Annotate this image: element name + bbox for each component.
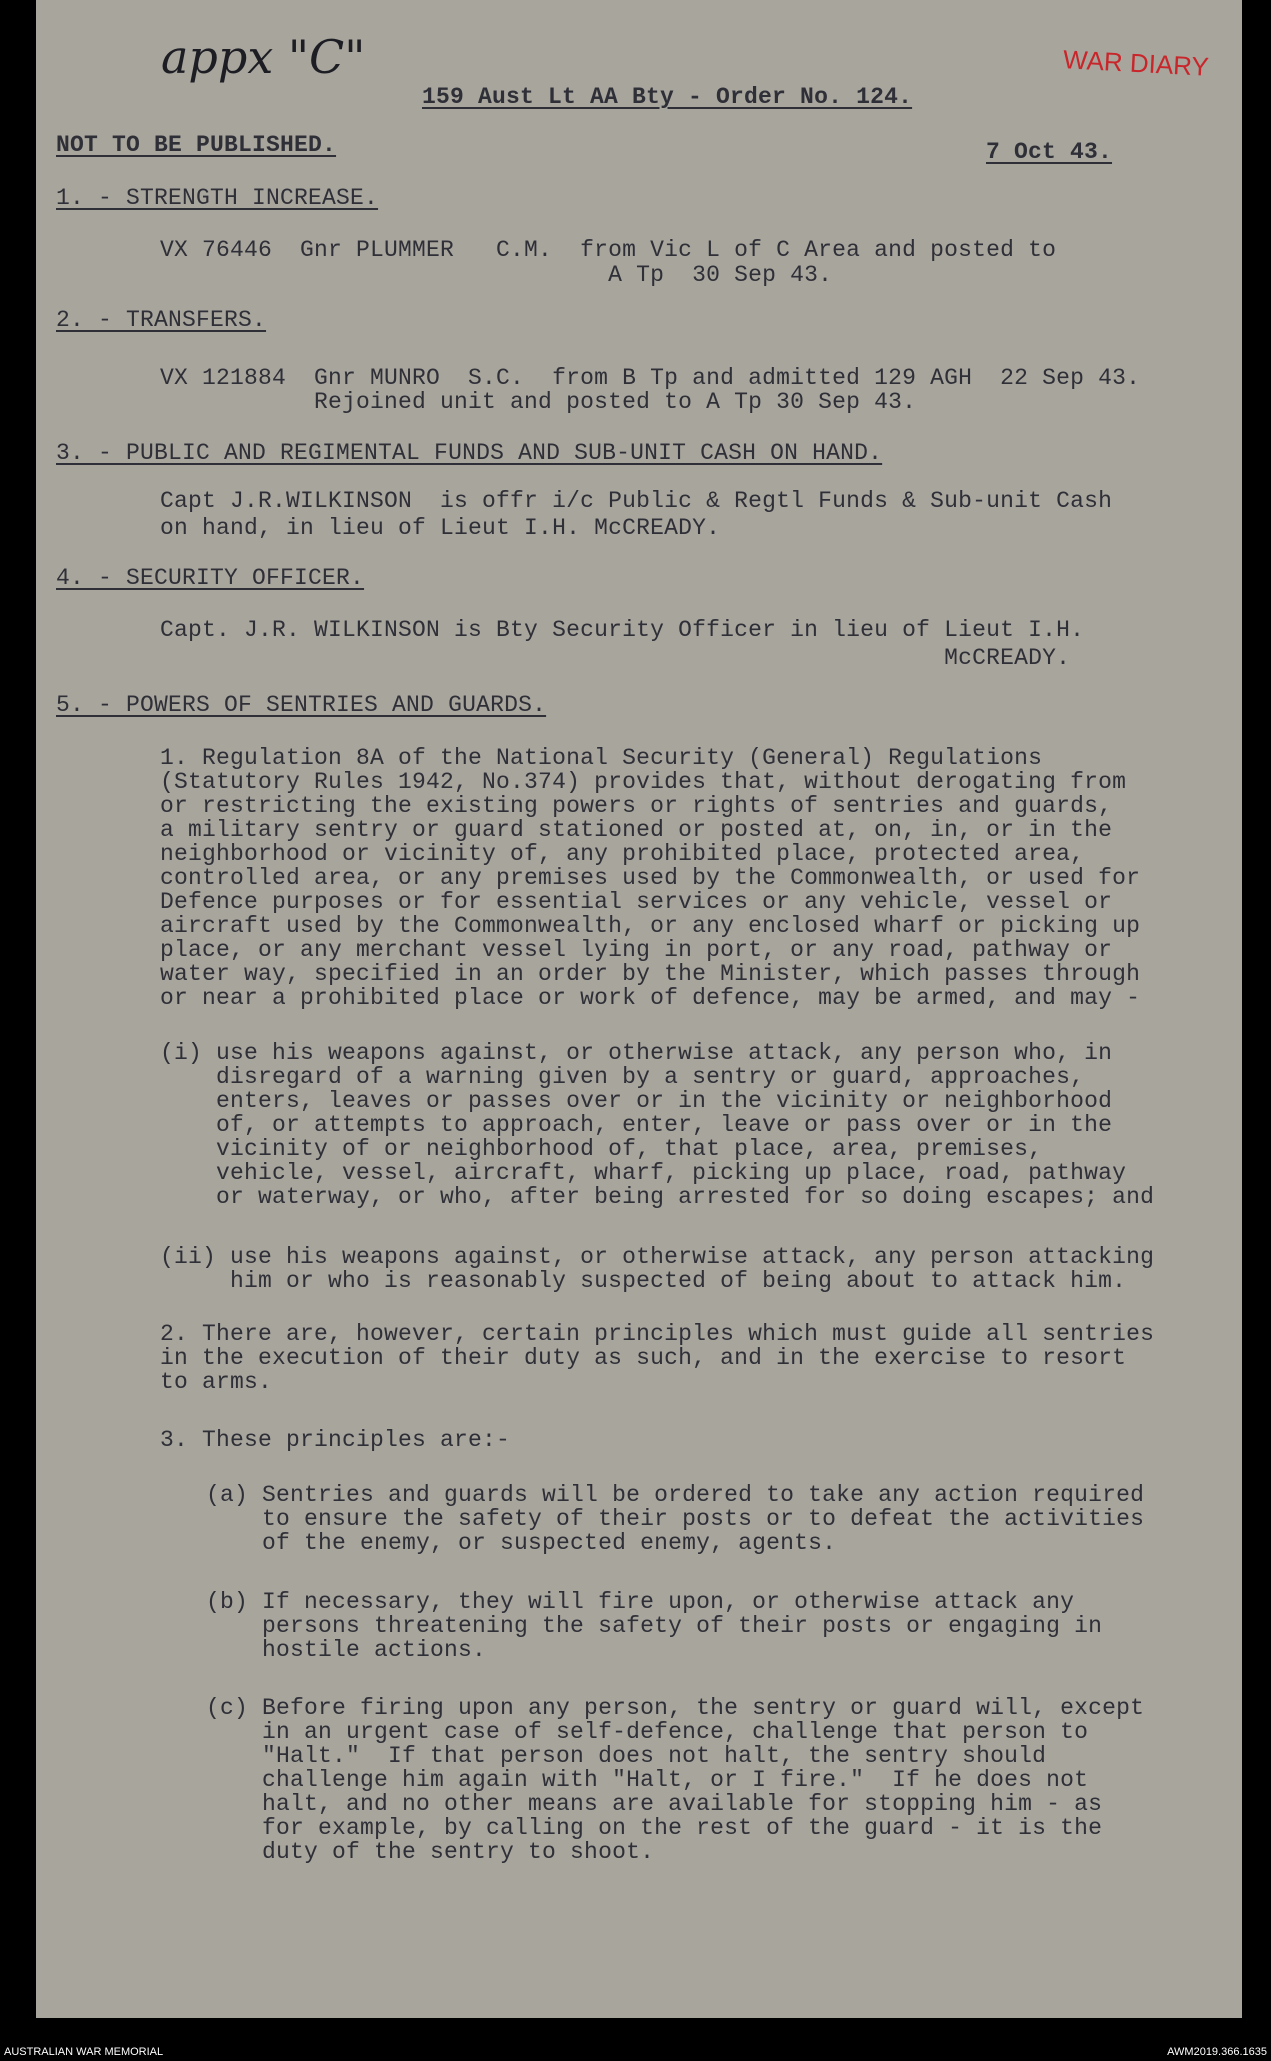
text-line: Capt. J.R. WILKINSON is Bty Security Officer in lieu of Lieut I.H.: [160, 617, 1085, 643]
section-2-heading: 2. - TRANSFERS.: [56, 307, 267, 333]
text-line: persons threatening the safety of their posts or engaging in: [206, 1613, 1103, 1639]
text-line: vicinity of or neighborhood of, that place, area, premises,: [160, 1136, 1043, 1162]
text-line: (c) Before firing upon any person, the sentry or guard will, except: [206, 1695, 1145, 1721]
archive-credit: AUSTRALIAN WAR MEMORIAL: [4, 2046, 164, 2058]
text-line: Capt J.R.WILKINSON is offr i/c Public & Regtl Funds & Sub-unit Cash: [160, 488, 1113, 514]
text-line: A Tp 30 Sep 43.: [160, 262, 833, 288]
section-4-heading: 4. - SECURITY OFFICER.: [56, 565, 365, 591]
text-line: enters, leaves or passes over or in the vicinity or neighborhood: [160, 1088, 1113, 1114]
text-line: VX 121884 Gnr MUNRO S.C. from B Tp and admitted 129 AGH 22 Sep 43.: [160, 365, 1141, 391]
text-line: hostile actions.: [206, 1637, 487, 1663]
document-page: [36, 0, 1242, 2018]
text-line: (ii) use his weapons against, or otherwise attack, any person attacking: [160, 1244, 1155, 1270]
text-line: vehicle, vessel, aircraft, wharf, picking up place, road, pathway: [160, 1160, 1127, 1186]
text-line: on hand, in lieu of Lieut I.H. McCREADY.: [160, 515, 721, 541]
text-line: (i) use his weapons against, or otherwise attack, any person who, in: [160, 1040, 1113, 1066]
text-line: of the enemy, or suspected enemy, agents.: [206, 1530, 837, 1556]
restriction-notice: NOT TO BE PUBLISHED.: [56, 132, 337, 158]
text-line: of, or attempts to approach, enter, leave or pass over or in the: [160, 1112, 1113, 1138]
text-line: (Statutory Rules 1942, No.374) provides that, without derogating from: [160, 769, 1127, 795]
text-line: to arms.: [160, 1369, 273, 1395]
section-1-heading: 1. - STRENGTH INCREASE.: [56, 185, 379, 211]
text-line: 2. There are, however, certain principles which must guide all sentries: [160, 1321, 1155, 1347]
text-line: duty of the sentry to shoot.: [206, 1839, 655, 1865]
text-line: (a) Sentries and guards will be ordered to take any action required: [206, 1482, 1145, 1508]
text-line: neighborhood or vicinity of, any prohibited place, protected area,: [160, 841, 1085, 867]
text-line: him or who is reasonably suspected of being about to attack him.: [160, 1268, 1127, 1294]
handwritten-appendix-note: appx "C": [161, 30, 366, 84]
text-line: disregard of a warning given by a sentry or guard, approaches,: [160, 1064, 1085, 1090]
text-line: aircraft used by the Commonwealth, or any enclosed wharf or picking up: [160, 913, 1141, 939]
text-line: McCREADY.: [160, 645, 1071, 671]
text-line: controlled area, or any premises used by the Commonwealth, or used for: [160, 865, 1141, 891]
section-3-heading: 3. - PUBLIC AND REGIMENTAL FUNDS AND SUB-UNIT CASH ON HAND.: [56, 440, 883, 466]
text-line: or restricting the existing powers or rights of sentries and guards,: [160, 793, 1113, 819]
text-line: place, or any merchant vessel lying in port, or any road, pathway or: [160, 937, 1113, 963]
war-diary-stamp: WAR DIARY: [1062, 44, 1210, 82]
text-line: or near a prohibited place or work of defence, may be armed, and may -: [160, 985, 1141, 1011]
text-line: halt, and no other means are available for stopping him - as: [206, 1791, 1103, 1817]
archive-reference: AWM2019.366.1635: [1167, 2046, 1267, 2058]
text-line: a military sentry or guard stationed or posted at, on, in, or in the: [160, 817, 1113, 843]
text-line: or waterway, or who, after being arrested for so doing escapes; and: [160, 1184, 1155, 1210]
text-line: "Halt." If that person does not halt, the sentry should: [206, 1743, 1047, 1769]
text-line: challenge him again with "Halt, or I fire." If he does not: [206, 1767, 1089, 1793]
text-line: for example, by calling on the rest of the guard - it is the: [206, 1815, 1103, 1841]
text-line: Defence purposes or for essential services or any vehicle, vessel or: [160, 889, 1113, 915]
text-line: 1. Regulation 8A of the National Security (General) Regulations: [160, 745, 1043, 771]
order-title: 159 Aust Lt AA Bty - Order No. 124.: [422, 84, 913, 110]
text-line: VX 76446 Gnr PLUMMER C.M. from Vic L of C Area and posted to: [160, 237, 1057, 263]
text-line: (b) If necessary, they will fire upon, or otherwise attack any: [206, 1589, 1075, 1615]
text-line: in an urgent case of self-defence, challenge that person to: [206, 1719, 1089, 1745]
text-line: water way, specified in an order by the Minister, which passes through: [160, 961, 1141, 987]
text-line: in the execution of their duty as such, and in the exercise to resort: [160, 1345, 1127, 1371]
section-5-heading: 5. - POWERS OF SENTRIES AND GUARDS.: [56, 692, 547, 718]
text-line: Rejoined unit and posted to A Tp 30 Sep 43.: [160, 389, 917, 415]
text-line: to ensure the safety of their posts or to defeat the activities: [206, 1506, 1145, 1532]
order-date: 7 Oct 43.: [986, 139, 1113, 165]
section-5-paragraph-3: 3. These principles are:-: [160, 1427, 511, 1453]
